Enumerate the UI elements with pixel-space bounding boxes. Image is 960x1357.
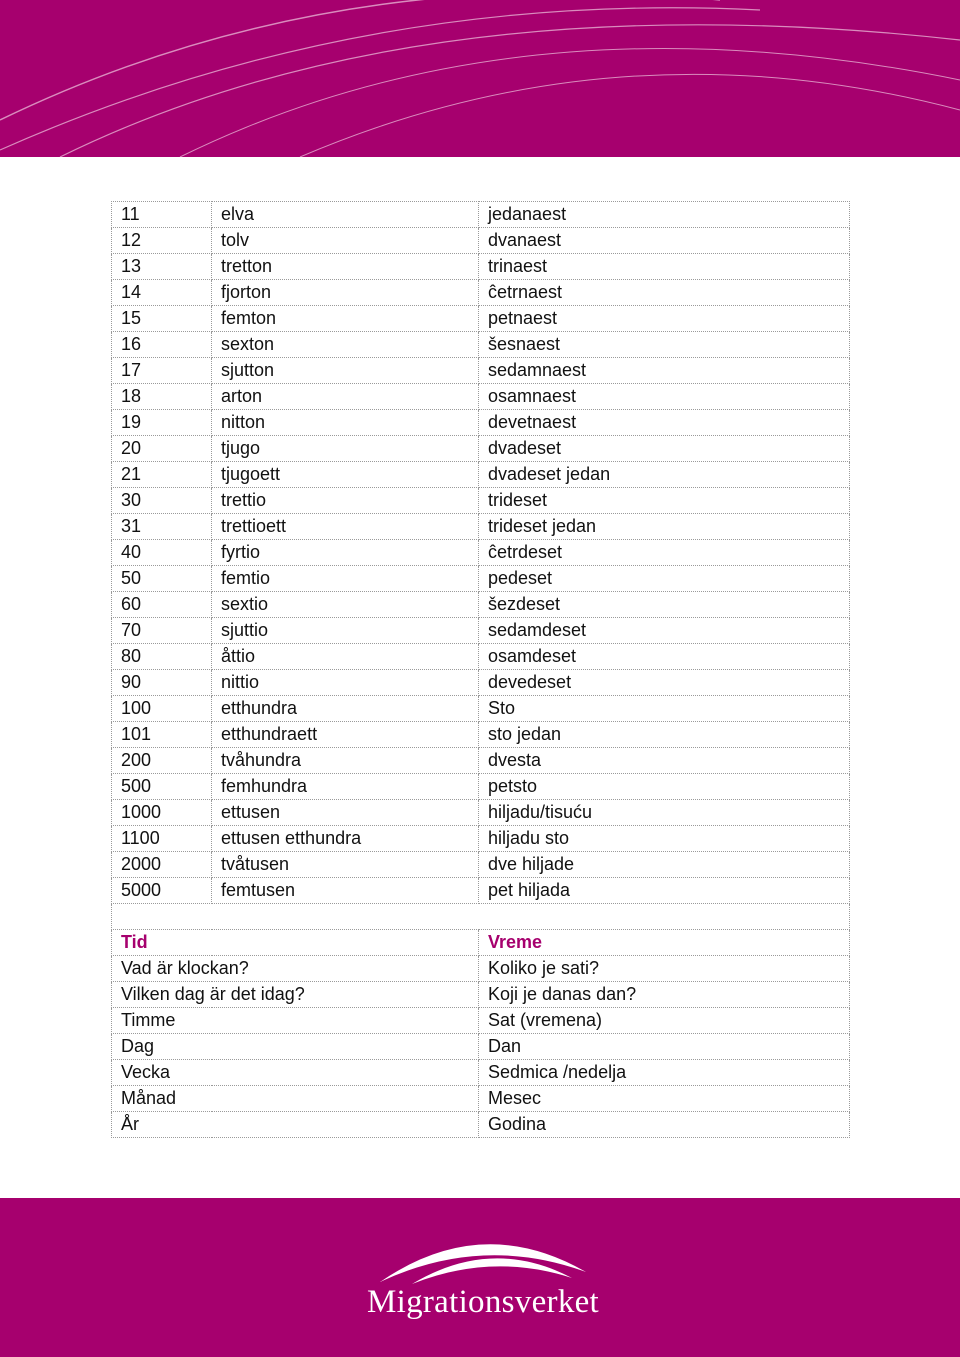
logo-wordmark: Migrationsverket [366,1284,600,1320]
table-row [112,618,850,644]
table-row [112,1112,850,1138]
number-cell: 17 [112,358,212,384]
number-cell: 15 [112,306,212,332]
swedish-word-cell: tolv [212,228,479,254]
time-heading-row [112,930,850,956]
number-cell: 40 [112,540,212,566]
table-row [112,592,850,618]
swedish-word-cell: ettusen [212,800,479,826]
serbian-word-cell: trideset jedan [479,514,850,540]
logo-arc-icon [372,1230,594,1286]
serbian-word-cell: hiljadu sto [479,826,850,852]
serbian-phrase-cell: Sedmica /nedelja [479,1060,850,1086]
table-row [112,696,850,722]
serbian-word-cell: dvadeset [479,436,850,462]
swedish-phrase-cell: År [112,1112,479,1138]
number-cell: 50 [112,566,212,592]
number-cell: 1100 [112,826,212,852]
serbian-word-cell: trideset [479,488,850,514]
time-heading-serbian: Vreme [479,930,850,956]
number-cell: 18 [112,384,212,410]
number-cell: 19 [112,410,212,436]
swedish-word-cell: sjuttio [212,618,479,644]
serbian-word-cell: šesnaest [479,332,850,358]
swedish-word-cell: sjutton [212,358,479,384]
number-cell: 14 [112,280,212,306]
swedish-phrase-cell: Timme [112,1008,479,1034]
number-cell: 5000 [112,878,212,904]
table-row [112,748,850,774]
table-row [112,852,850,878]
number-cell: 20 [112,436,212,462]
table-row [112,332,850,358]
swedish-word-cell: femton [212,306,479,332]
swedish-word-cell: ettusen etthundra [212,826,479,852]
swedish-word-cell: sextio [212,592,479,618]
number-cell: 70 [112,618,212,644]
swedish-word-cell: tjugo [212,436,479,462]
swedish-word-cell: trettio [212,488,479,514]
numbers-table-body [112,202,850,904]
table-row [112,878,850,904]
number-cell: 1000 [112,800,212,826]
swedish-word-cell: sexton [212,332,479,358]
serbian-word-cell: pedeset [479,566,850,592]
table-row [112,644,850,670]
table-row [112,722,850,748]
table-row [112,202,850,228]
table-row [112,1034,850,1060]
swedish-word-cell: tretton [212,254,479,280]
serbian-word-cell: sto jedan [479,722,850,748]
swedish-word-cell: femtio [212,566,479,592]
number-cell: 11 [112,202,212,228]
swedish-word-cell: fjorton [212,280,479,306]
swedish-word-cell: arton [212,384,479,410]
table-row [112,670,850,696]
table-row [112,774,850,800]
table-row [112,1086,850,1112]
serbian-word-cell: sedamdeset [479,618,850,644]
table-row [112,358,850,384]
swedish-word-cell: nitton [212,410,479,436]
swedish-word-cell: etthundra [212,696,479,722]
number-cell: 200 [112,748,212,774]
number-cell: 12 [112,228,212,254]
serbian-word-cell: osamnaest [479,384,850,410]
swedish-word-cell: trettioett [212,514,479,540]
swedish-word-cell: tvåhundra [212,748,479,774]
table-row [112,566,850,592]
serbian-word-cell: devedeset [479,670,850,696]
swedish-phrase-cell: Vilken dag är det idag? [112,982,479,1008]
serbian-word-cell: devetnaest [479,410,850,436]
number-cell: 21 [112,462,212,488]
serbian-word-cell: petnaest [479,306,850,332]
serbian-word-cell: Sto [479,696,850,722]
table-row [112,488,850,514]
swedish-phrase-cell: Månad [112,1086,479,1112]
number-cell: 500 [112,774,212,800]
table-row [112,436,850,462]
vocabulary-table [111,201,850,1138]
serbian-word-cell: ĉetrnaest [479,280,850,306]
table-row [112,982,850,1008]
serbian-phrase-cell: Koliko je sati? [479,956,850,982]
table-row [112,384,850,410]
swedish-word-cell: tjugoett [212,462,479,488]
header-banner [0,0,960,157]
number-cell: 90 [112,670,212,696]
table-row [112,1060,850,1086]
header-arcs-decoration [0,0,960,157]
number-cell: 16 [112,332,212,358]
number-cell: 60 [112,592,212,618]
serbian-phrase-cell: Mesec [479,1086,850,1112]
serbian-phrase-cell: Sat (vremena) [479,1008,850,1034]
serbian-word-cell: ĉetrdeset [479,540,850,566]
swedish-word-cell: elva [212,202,479,228]
table-row [112,410,850,436]
table-row [112,514,850,540]
table-row [112,800,850,826]
table-row [112,228,850,254]
table-row [112,956,850,982]
swedish-word-cell: fyrtio [212,540,479,566]
number-cell: 13 [112,254,212,280]
table-row [112,254,850,280]
serbian-word-cell: jedanaest [479,202,850,228]
number-cell: 80 [112,644,212,670]
time-heading-swedish: Tid [112,930,479,956]
table-row [112,280,850,306]
serbian-word-cell: osamdeset [479,644,850,670]
swedish-word-cell: femhundra [212,774,479,800]
serbian-word-cell: dvadeset jedan [479,462,850,488]
serbian-word-cell: dvesta [479,748,850,774]
table-row [112,540,850,566]
swedish-phrase-cell: Dag [112,1034,479,1060]
number-cell: 31 [112,514,212,540]
serbian-word-cell: dve hiljade [479,852,850,878]
serbian-phrase-cell: Dan [479,1034,850,1060]
number-cell: 30 [112,488,212,514]
swedish-phrase-cell: Vad är klockan? [112,956,479,982]
table-row [112,306,850,332]
serbian-phrase-cell: Godina [479,1112,850,1138]
swedish-word-cell: tvåtusen [212,852,479,878]
serbian-word-cell: petsto [479,774,850,800]
serbian-word-cell: šezdeset [479,592,850,618]
number-cell: 2000 [112,852,212,878]
serbian-word-cell: sedamnaest [479,358,850,384]
migrationsverket-logo [352,1230,614,1330]
serbian-word-cell: hiljadu/tisuću [479,800,850,826]
time-table-body [112,904,850,956]
swedish-word-cell: femtusen [212,878,479,904]
serbian-word-cell: trinaest [479,254,850,280]
table-row [112,826,850,852]
number-cell: 101 [112,722,212,748]
swedish-word-cell: etthundraett [212,722,479,748]
table-spacer-row [112,904,850,930]
serbian-word-cell: dvanaest [479,228,850,254]
serbian-phrase-cell: Koji je danas dan? [479,982,850,1008]
serbian-word-cell: pet hiljada [479,878,850,904]
table-row [112,462,850,488]
swedish-word-cell: åttio [212,644,479,670]
swedish-phrase-cell: Vecka [112,1060,479,1086]
swedish-word-cell: nittio [212,670,479,696]
table-row [112,1008,850,1034]
time-rows [112,956,850,1138]
number-cell: 100 [112,696,212,722]
